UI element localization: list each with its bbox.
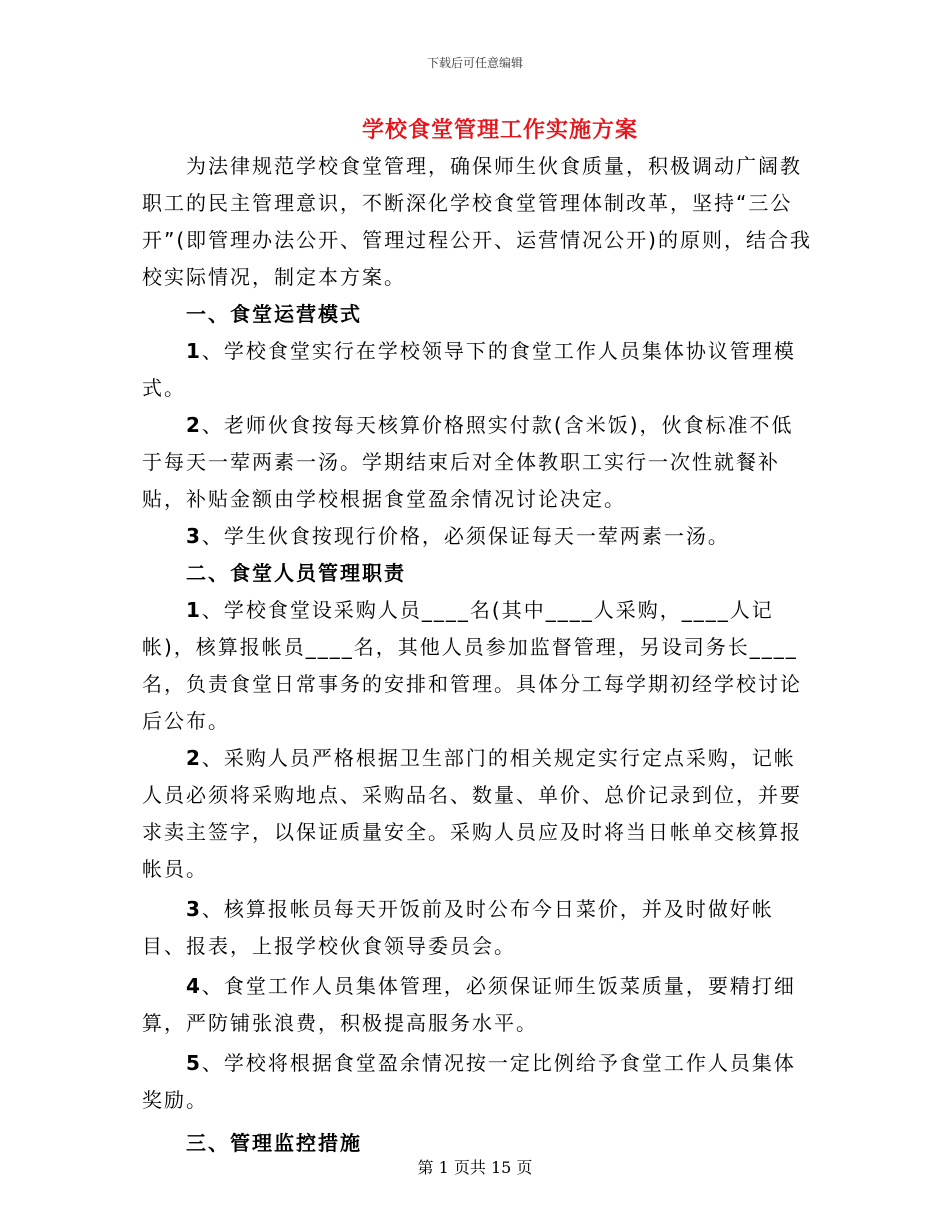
item-text: 、食堂工作人员集体管理，必须保证师生饭菜质量，要精打细算，严防铺张浪费，积极提高服务水平。 — [142, 974, 796, 1035]
item-text: 、老师伙食按每天核算价格照实付款(含米饭)，伙食标准不低于每天一荤两素一汤。学期结束后对全体教职工实行一次性就餐补贴，补贴金额由学校根据食堂盈余情况讨论决定。 — [142, 413, 794, 511]
item-text: 、核算报帐员每天开饭前及时公布今日菜价，并及时做好帐目、报表，上报学校伙食领导委员会。 — [142, 897, 774, 958]
item-number: 1 — [186, 339, 202, 363]
page-header-note: 下载后可任意编辑 — [426, 56, 523, 70]
section-2-item-1 — [142, 592, 814, 740]
intro-paragraph: 为法律规范学校食堂管理，确保师生伙食质量，积极调动广阔教职工的民主管理意识，不断深化学校食堂管理体制改革，坚持“三公开”(即管理办法公开、管理过程公开、运营情况公开)的原则，结合我校实际情况，制定本方案。 — [142, 154, 812, 289]
item-number: 5 — [186, 1051, 202, 1075]
section-1-item-3 — [142, 518, 814, 555]
item-text: 、学生伙食按现行价格，必须保证每天一荤两素一汤。 — [201, 524, 730, 548]
section-heading-2: 二、食堂人员管理职责 — [186, 561, 406, 585]
item-number: 4 — [186, 974, 202, 998]
section-2-item-2 — [142, 740, 814, 888]
section-2-item-5 — [142, 1045, 814, 1119]
document-title: 学校食堂管理工作实施方案 — [361, 117, 638, 143]
page-footer: 第 1 页共 15 页 — [417, 1158, 533, 1177]
section-1-item-1 — [142, 333, 814, 407]
document-body — [142, 148, 814, 1162]
item-text: 、学校将根据食堂盈余情况按一定比例给予食堂工作人员集体奖励。 — [142, 1051, 796, 1112]
item-text: 、学校食堂设采购人员____名(其中____人采购，____人记帐)，核算报帐员____名，其他人员参加监督管理，另设司务长____名，负责食堂日常事务的安排和管理。具体分工每学期初经学校讨论后公布。 — [142, 598, 802, 733]
item-number: 2 — [186, 413, 202, 437]
item-number: 3 — [186, 897, 202, 921]
section-2-item-4 — [142, 968, 814, 1042]
item-text: 、采购人员严格根据卫生部门的相关规定实行定点采购，记帐人员必须将采购地点、采购品名、数量、单价、总价记录到位，并要求卖主签字，以保证质量安全。采购人员应及时将当日帐单交核算报帐员。 — [142, 746, 802, 881]
section-1-item-2 — [142, 407, 814, 518]
item-number: 2 — [186, 746, 202, 770]
section-heading-3: 三、管理监控措施 — [186, 1131, 362, 1155]
item-text: 、学校食堂实行在学校领导下的食堂工作人员集体协议管理模式。 — [142, 339, 796, 400]
item-number: 1 — [186, 598, 202, 622]
item-number: 3 — [186, 524, 202, 548]
section-2-item-3 — [142, 891, 814, 965]
section-heading-1: 一、食堂运营模式 — [186, 302, 362, 326]
